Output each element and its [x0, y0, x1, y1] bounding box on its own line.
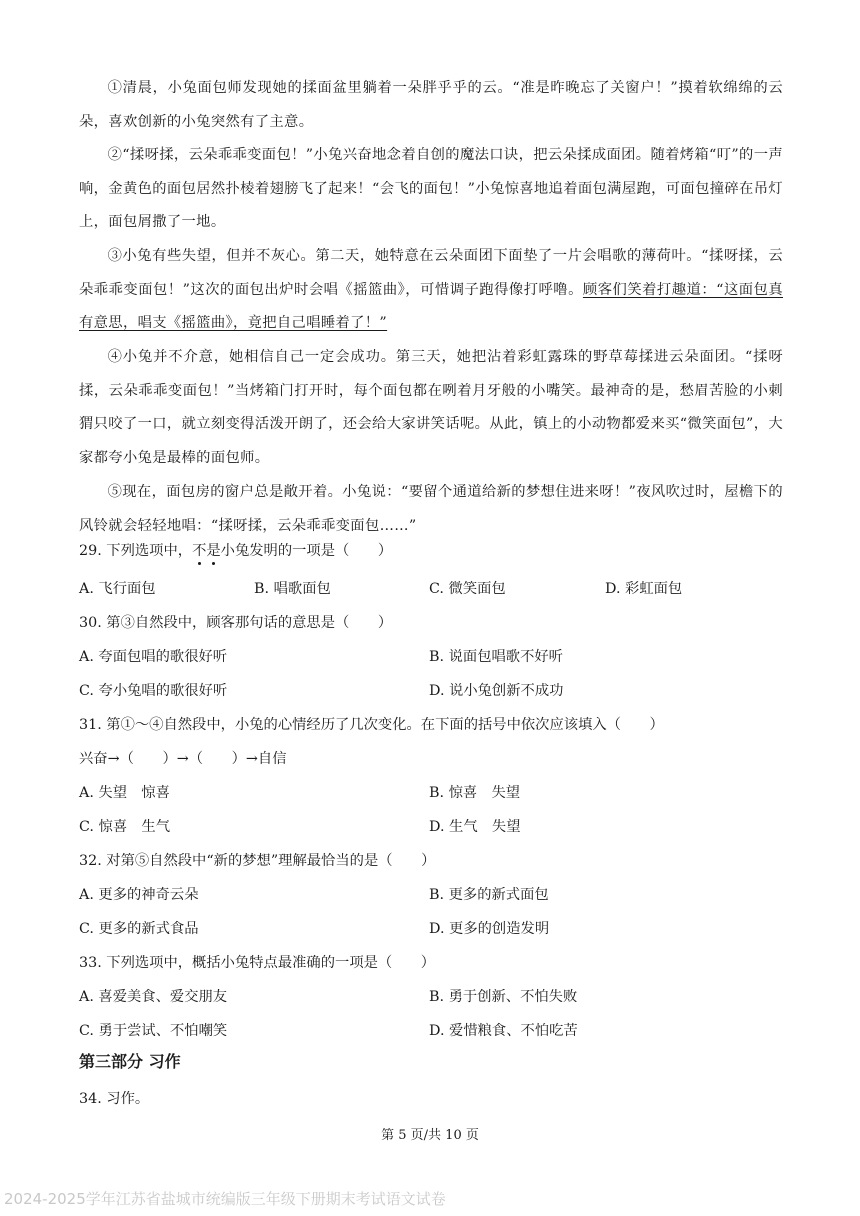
q31-option-a[interactable]: A. 失望 惊喜	[79, 785, 170, 801]
q29-stem-post: 小兔发明的一项是（ ）	[220, 543, 393, 559]
question-31-stem: 31. 第①～④自然段中，小兔的心情经历了几次变化。在下面的括号中依次应该填入（ ）	[79, 717, 664, 733]
paragraph-3-text: ③小兔有些失望，但并不灰心。第二天，她特意在云朵面团下面垫了一片会唱歌的薄荷叶。“揉呀揉，云朵乖乖变面包！”这次的面包出炉时会唱《摇篮曲》，可惜调子跑得像打呼噜。	[79, 248, 783, 298]
page-number: 第 5 页/共 10 页	[381, 1128, 479, 1143]
q33-option-d[interactable]: D. 爱惜粮食、不怕吃苦	[429, 1023, 578, 1039]
underlined-customer-remark: 顾客们笑着打趣道：“这面包真有意思，唱支《摇篮曲》，竟把自己唱睡着了！”	[79, 281, 783, 331]
question-30-stem: 30. 第③自然段中，顾客那句话的意思是（ ）	[79, 615, 393, 631]
q29-option-a[interactable]: A. 飞行面包	[79, 581, 156, 597]
section-title: 第三部分 习作	[79, 1052, 181, 1071]
q33-option-a[interactable]: A. 喜爱美食、爱交朋友	[79, 989, 228, 1005]
question-33-stem: 33. 下列选项中，概括小兔特点最准确的一项是（ ）	[79, 955, 436, 971]
passage-paragraph-1: ①清晨，小兔面包师发现她的揉面盆里躺着一朵胖乎乎的云。“准是昨晚忘了关窗户！”摸着软绵绵的云朵，喜欢创新的小兔突然有了主意。	[79, 80, 783, 130]
q33-option-b[interactable]: B. 勇于创新、不怕失败	[429, 989, 578, 1005]
q31-option-c[interactable]: C. 惊喜 生气	[79, 819, 171, 835]
q32-option-a[interactable]: A. 更多的神奇云朵	[79, 887, 199, 903]
q29-option-b[interactable]: B. 唱歌面包	[254, 581, 331, 597]
q33-option-c[interactable]: C. 勇于尝试、不怕嘲笑	[79, 1023, 228, 1039]
emphasis-dot-char: 不	[192, 543, 207, 559]
q30-option-c[interactable]: C. 夸小兔唱的歌很好听	[79, 683, 228, 699]
passage-paragraph-2: ②“揉呀揉，云朵乖乖变面包！”小兔兴奋地念着自创的魔法口诀，把云朵揉成面团。随着烤箱“叮”的一声响，金黄色的面包居然扑棱着翅膀飞了起来！“会飞的面包！”小兔惊喜地追着面包满屋跑，可面包撞碎在吊灯上，面包屑撒了一地。	[79, 147, 783, 230]
emphasis-dot-char: 是	[206, 543, 221, 559]
q29-stem-pre: 29. 下列选项中，	[79, 543, 193, 559]
q29-option-d[interactable]: D. 彩虹面包	[605, 581, 683, 597]
q31-emotion-flow: 兴奋→（ ）→（ ）→自信	[79, 751, 287, 767]
q31-option-b[interactable]: B. 惊喜 失望	[429, 785, 521, 801]
question-34-stem: 34. 习作。	[79, 1091, 150, 1107]
q29-option-c[interactable]: C. 微笑面包	[429, 581, 506, 597]
question-29-stem	[79, 540, 392, 562]
q32-option-b[interactable]: B. 更多的新式面包	[429, 887, 549, 903]
q32-option-d[interactable]: D. 更多的创造发明	[429, 921, 550, 937]
question-32-stem: 32. 对第⑤自然段中“新的梦想”理解最恰当的是（ ）	[79, 853, 436, 869]
q32-option-c[interactable]: C. 更多的新式食品	[79, 921, 199, 937]
q30-option-d[interactable]: D. 说小兔创新不成功	[429, 683, 564, 699]
q30-option-b[interactable]: B. 说面包唱歌不好听	[429, 649, 563, 665]
passage-paragraph-4: ④小兔并不介意，她相信自己一定会成功。第三天，她把沾着彩虹露珠的野草莓揉进云朵面团。“揉呀揉，云朵乖乖变面包！”当烤箱门打开时，每个面包都在咧着月牙般的小嘴笑。最神奇的是，愁眉苦脸的小刺猬只咬了一口，就立刻变得活泼开朗了，还会给大家讲笑话呢。从此，镇上的小动物都爱来买“微笑面包”，大家都夸小兔是最棒的面包师。	[79, 349, 783, 466]
passage-paragraph-3	[79, 240, 783, 341]
passage-paragraph-5: ⑤现在，面包房的窗户总是敞开着。小兔说：“要留个通道给新的梦想住进来呀！”夜风吹过时，屋檐下的风铃就会轻轻地唱：“揉呀揉，云朵乖乖变面包……”	[79, 484, 783, 534]
watermark-text: 2024-2025学年江苏省盐城市统编版三年级下册期末考试语文试卷	[4, 1190, 446, 1208]
q30-option-a[interactable]: A. 夸面包唱的歌很好听	[79, 649, 228, 665]
q31-option-d[interactable]: D. 生气 失望	[429, 819, 521, 835]
